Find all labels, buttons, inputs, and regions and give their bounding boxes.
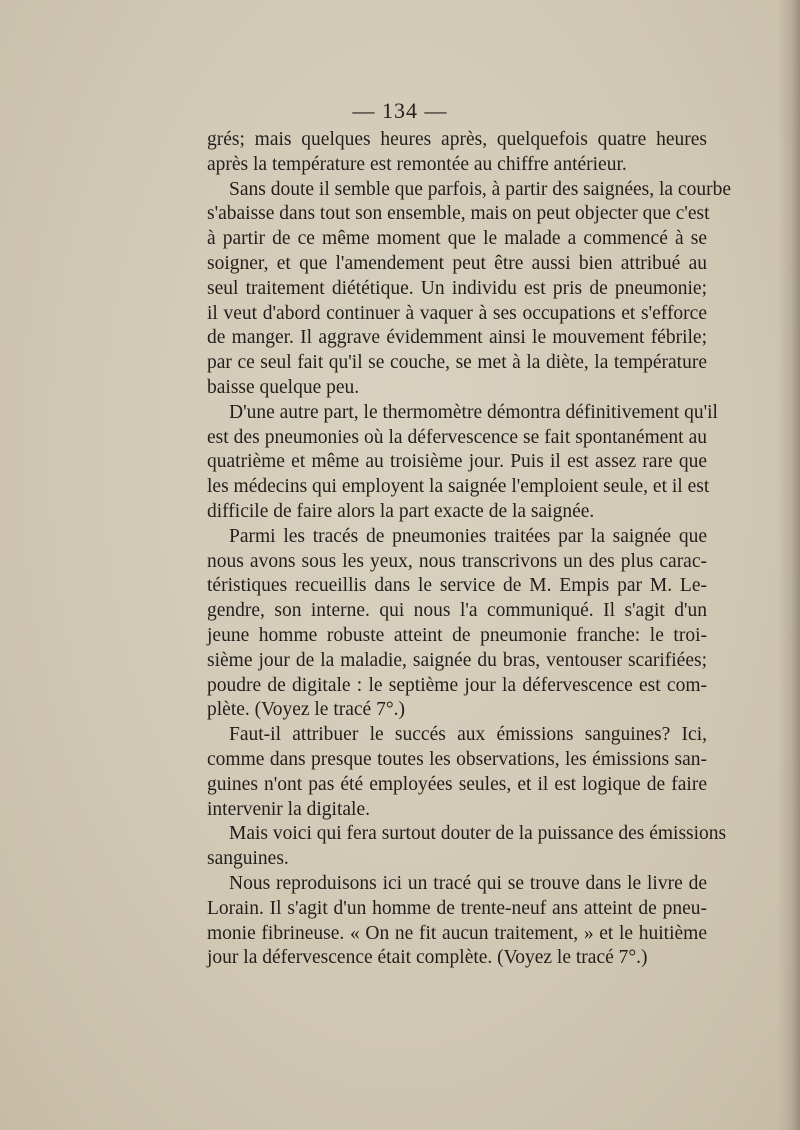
text-line: les médecins qui employent la saignée l'emploient seule, et il est [207,476,710,498]
paragraph [207,723,707,822]
paragraph [207,178,731,401]
text-line: Parmi les tracés de pneumonies traitées par la saignée que [229,525,707,547]
paragraph [207,822,727,872]
text-line: plète. (Voyez le tracé 7°.) [207,699,406,721]
text-line: comme dans presque toutes les observations, les émissions san- [207,748,707,770]
body-text [207,128,731,971]
text-line: par ce seul fait qu'il se couche, se met à la diète, la température [207,352,707,374]
text-line: est des pneumonies où la défervescence se fait spontanément au [207,426,707,448]
text-line: quatrième et même au troisième jour. Puis il est assez rare que [207,451,707,473]
text-line: Mais voici qui fera surtout douter de la puissance des émissions [229,823,727,845]
text-line: monie fibrineuse. « On ne fit aucun traitement, » et le huitième [207,922,707,944]
text-line: sième jour de la maladie, saignée du bras, ventouser scarifiées; [207,649,707,671]
paragraph [207,872,707,971]
text-line: Lorain. Il s'agit d'un homme de trente-neuf ans atteint de pneu- [207,897,707,919]
paragraph [207,401,718,525]
text-line: jeune homme robuste atteint de pneumonie franche: le troi- [207,624,707,646]
text-line: Sans doute il semble que parfois, à partir des saignées, la courbe [229,178,731,200]
text-line: après la température est remontée au chiffre antérieur. [207,153,627,175]
text-line: soigner, et que l'amendement peut être aussi bien attribué au [207,252,707,274]
text-line: guines n'ont pas été employées seules, et il est logique de faire [207,773,707,795]
text-line: grés; mais quelques heures après, quelquefois quatre heures [207,129,707,150]
page-edge-shadow [778,0,800,1130]
text-line: s'abaisse dans tout son ensemble, mais on peut objecter que c'est [207,203,710,225]
paragraph [207,128,707,178]
text-line: de manger. Il aggrave évidemment ainsi le mouvement fébrile; [207,327,707,349]
text-line: à partir de ce même moment que le malade a commencé à se [207,228,707,250]
text-line: baisse quelque peu. [207,376,360,398]
text-line: Nous reproduisons ici un tracé qui se trouve dans le livre de [229,872,707,894]
text-line: Faut-il attribuer le succés aux émissions sanguines? Ici, [229,724,707,746]
text-line: téristiques recueillis dans le service de M. Empis par M. Le- [207,575,707,597]
text-line: intervenir la digitale. [207,798,370,820]
text-line: difficile de faire alors la part exacte de la saignée. [207,500,595,522]
text-line: sanguines. [207,848,289,870]
text-line: il veut d'abord continuer à vaquer à ses occupations et s'efforce [207,302,707,324]
text-line: nous avons sous les yeux, nous transcrivons un des plus carac- [207,550,707,572]
page-number: — 134 — [352,98,448,123]
text-line: poudre de digitale : le septième jour la défervescence est com- [207,674,707,696]
text-line: D'une autre part, le thermomètre démontra définitivement qu'il [229,401,718,423]
text-line: jour la défervescence était complète. (Voyez le tracé 7°.) [207,947,648,969]
text-line: seul traitement diététique. Un individu est pris de pneumonie; [207,277,707,299]
text-line: gendre, son interne. qui nous l'a communiqué. Il s'agit d'un [207,600,707,622]
paragraph [207,525,707,723]
